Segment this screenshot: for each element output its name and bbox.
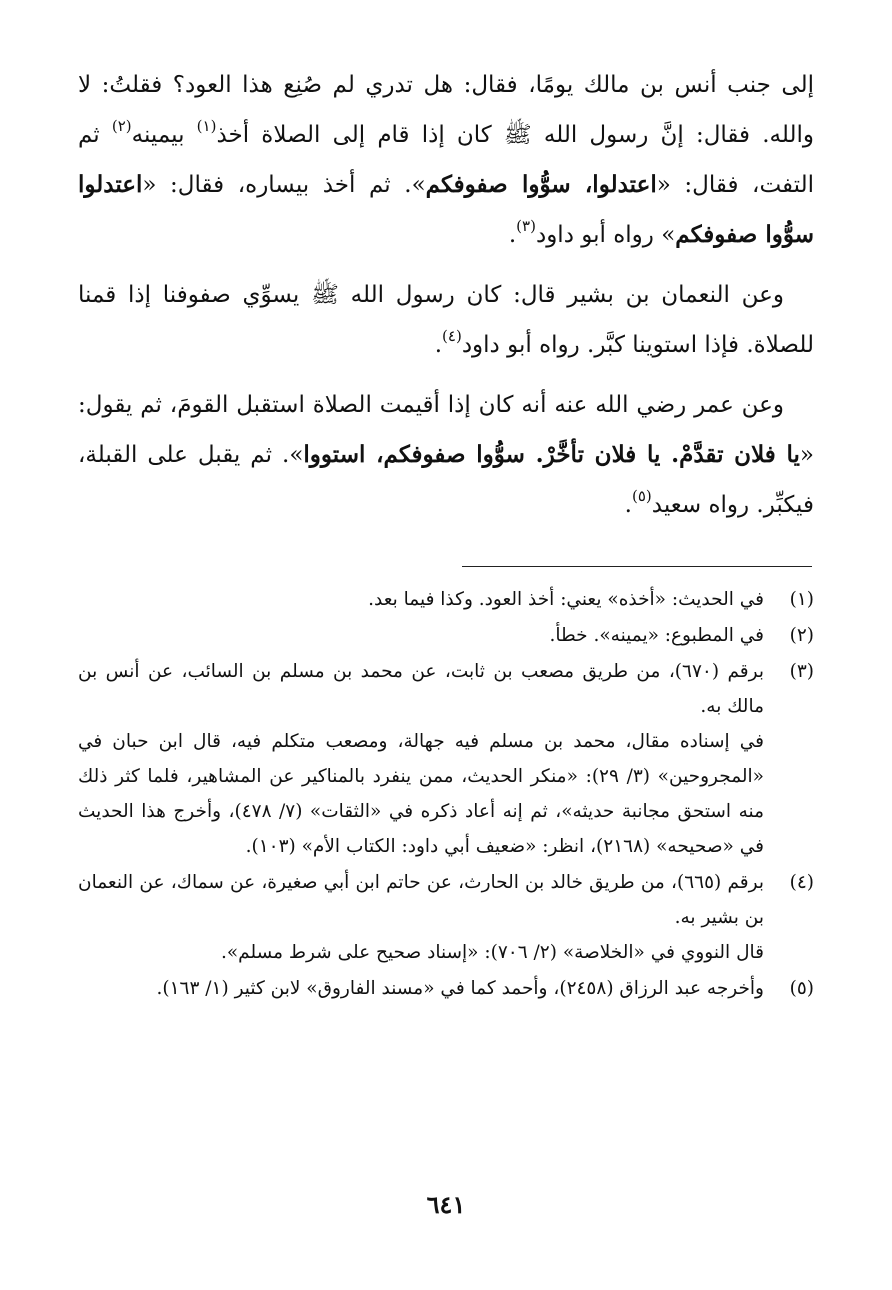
footnote-4 <box>78 865 814 970</box>
footnote-number: (٥) <box>789 978 814 999</box>
footnote-ref-4[interactable]: (٤) <box>442 327 462 345</box>
footnotes <box>78 582 814 1007</box>
paragraph-3: وعن عمر رضي الله عنه أنه كان إذا أقيمت الصلاة استقبل القومَ، ثم يقول: «يا فلان تقدَّمْ. يا فلان تأخَّرْ. سوُّوا صفوفكم، استووا». ثم يقبل على القبلة، فيكبِّر. رواه سعيد$^{(٥)}$. <box>78 392 814 518</box>
footnote-text: في إسناده مقال، محمد بن مسلم فيه جهالة، ومصعب متكلم فيه، قال ابن حبان في «المجروحين» (٣/ ٢٩): «منكر الحديث، ممن ينفرد بالمناكير عن المشاهير، فلما كثر ذلك منه استحق مجانبة حديثه»، ثم إنه أعاد ذكره في «الثقات» (٧/ ٤٧٨)، وأخرج هذا الحديث في «صحيحه» (٢١٦٨)، انظر: «ضعيف أبي داود: الكتاب الأم» (١٠٣). <box>78 731 764 857</box>
hadith-text-3: يا فلان تقدَّمْ. يا فلان تأخَّرْ. سوُّوا صفوفكم، استووا <box>303 441 800 468</box>
footnote-ref-1[interactable]: (١) <box>196 117 217 135</box>
page-number: ٦٤١ <box>426 1190 466 1219</box>
footnote-ref-2[interactable]: (٢) <box>111 117 132 135</box>
footnote-number: (٣) <box>789 661 814 682</box>
hadith-text-2: اعتدلوا سوُّوا صفوفكم <box>78 171 814 248</box>
footnote-text: وأخرجه عبد الرزاق (٢٤٥٨)، وأحمد كما في «مسند الفاروق» لابن كثير (١/ ١٦٣). <box>156 978 764 999</box>
paragraph-2: وعن النعمان بن بشير قال: كان رسول الله ﷺ يسوِّي صفوفنا إذا قمنا للصلاة. فإذا استوينا كبَّر. رواه أبو داود$^{(٤)}$. <box>78 282 814 358</box>
footnote-ref-3[interactable]: (٣) <box>516 217 536 235</box>
main-text <box>78 60 814 540</box>
hadith-text-1: اعتدلوا، سوُّوا صفوفكم <box>425 171 657 198</box>
footnote-3 <box>78 654 814 864</box>
footnote-2 <box>78 618 814 653</box>
footnote-5 <box>78 971 814 1006</box>
footnote-text: برقم (٦٧٠)، من طريق مصعب بن ثابت، عن محمد بن مسلم بن السائب، عن أنس بن مالك به. <box>78 661 764 717</box>
footnote-text: قال النووي في «الخلاصة» (٢/ ٧٠٦): «إسناد صحيح على شرط مسلم». <box>220 942 764 963</box>
footnote-number: (٤) <box>789 872 814 893</box>
paragraph-1: إلى جنب أنس بن مالك يومًا، فقال: هل تدري لم صُنِع هذا العود؟ فقلتُ: لا والله. فقال: إنَّ رسول الله ﷺ كان إذا قام إلى الصلاة أخذ$^{(١)}$ بيمينه$^{(٢)}$ ثم التفت، فقال: «اعتدلوا، سوُّوا صفوفكم». ثم أخذ بيساره، فقال: «اعتدلوا سوُّوا صفوفكم» رواه أبو داود$^{(٣)}$. <box>78 72 815 248</box>
footnote-text: في الحديث: «أخذه» يعني: أخذ العود. وكذا فيما بعد. <box>368 589 764 610</box>
footnote-number: (٢) <box>789 625 814 646</box>
footnote-text: في المطبوع: «يمينه». خطأ. <box>549 625 764 646</box>
footnote-number: (١) <box>789 589 814 610</box>
footnote-separator <box>462 566 812 567</box>
footnote-text: برقم (٦٦٥)، من طريق خالد بن الحارث، عن حاتم ابن أبي صغيرة، عن سماك، عن النعمان بن بشير به. <box>78 872 764 928</box>
footnote-ref-5[interactable]: (٥) <box>631 487 652 505</box>
footnote-1 <box>78 582 814 617</box>
